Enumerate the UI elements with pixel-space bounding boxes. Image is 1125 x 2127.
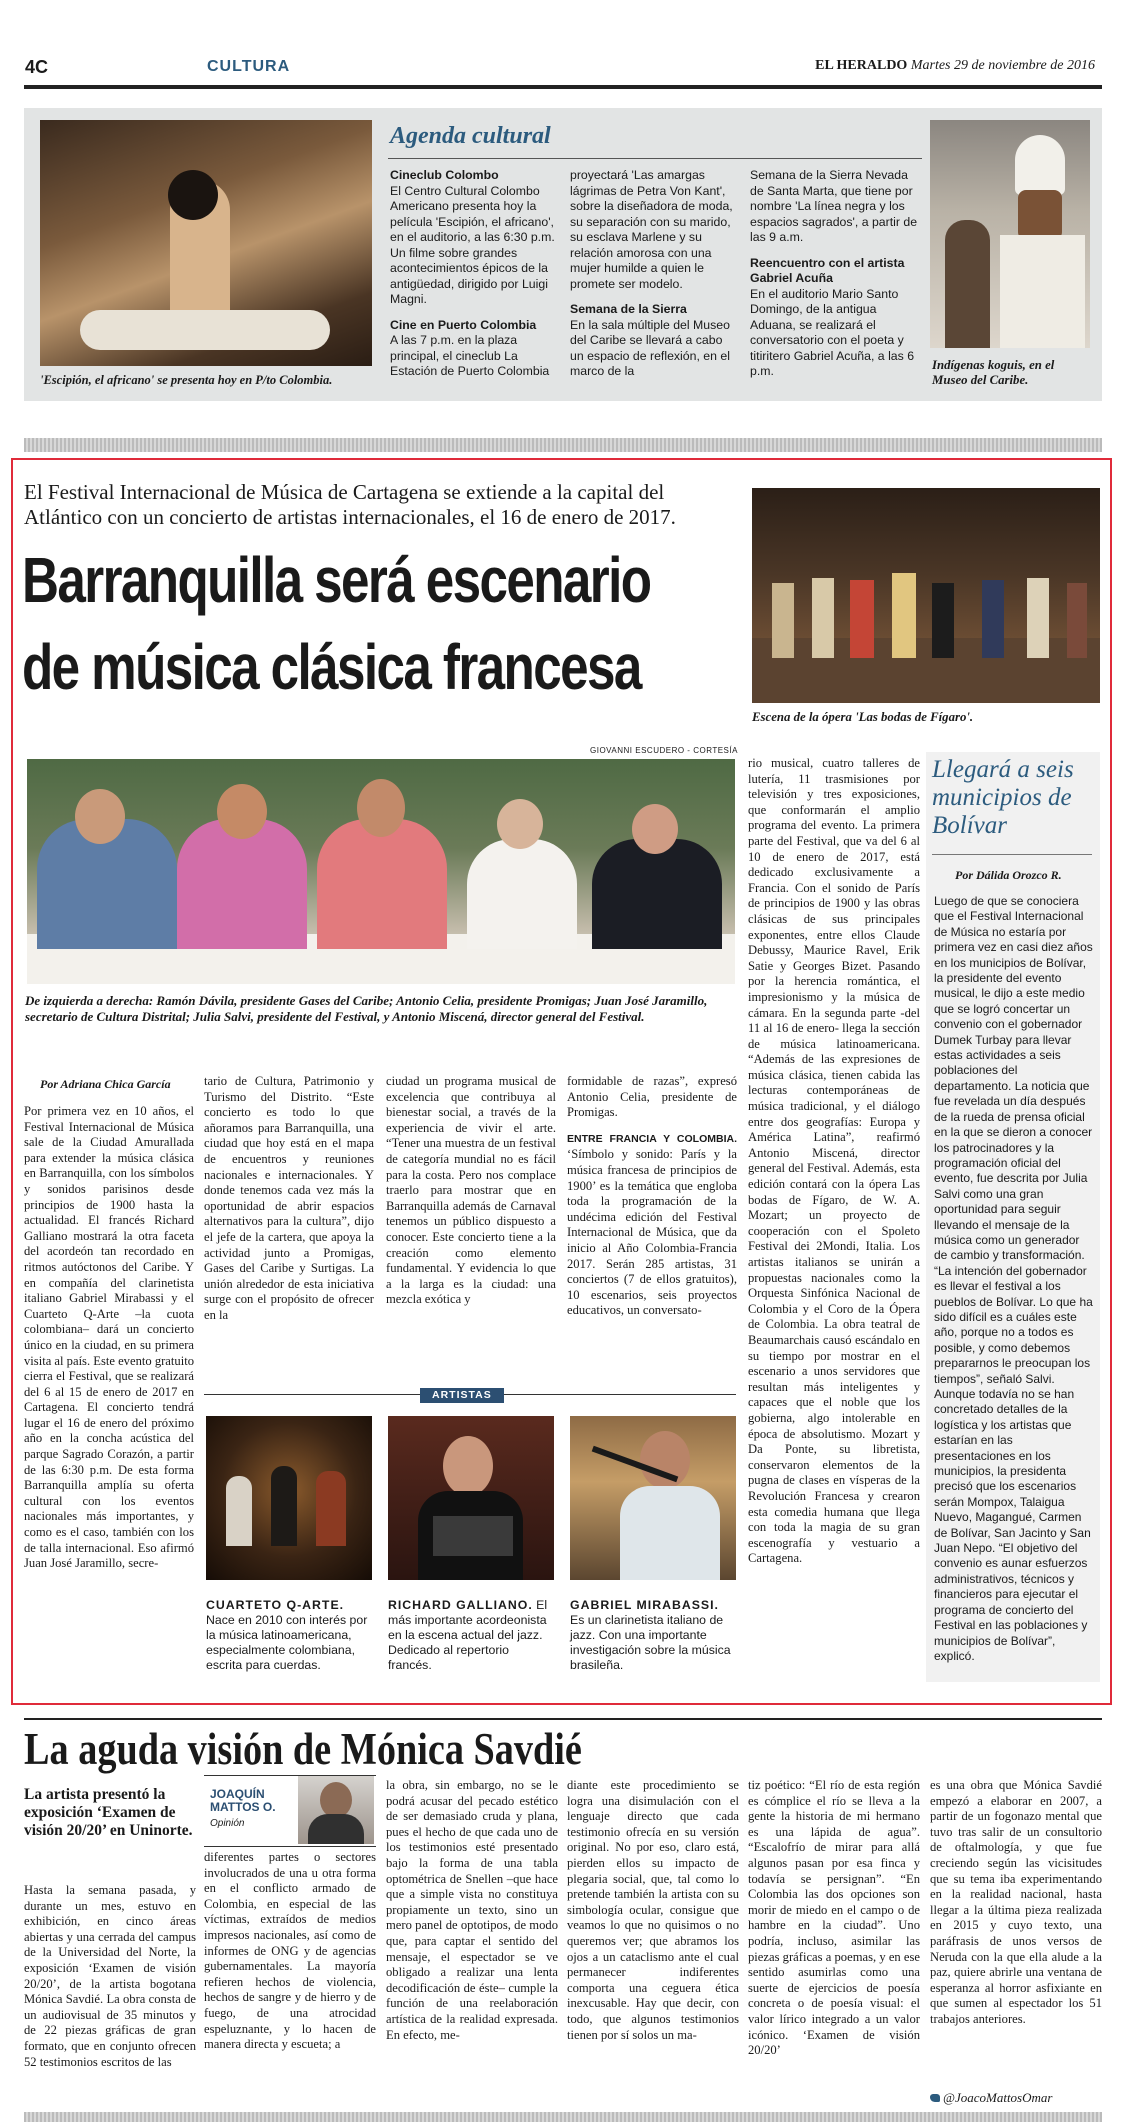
- agenda-col-1: [390, 168, 560, 380]
- body-text: Por primera vez en 10 años, el Festival Internacional de Música sale de la Ciudad Amurallada para extender la música clásica en Barranquilla, con los símbolos y sonidos parisinos desde principios de 1900 hasta la actualidad. El francés Richard Galliano mostrará la otra faceta del acordeón tan recordado en ritmos autóctonos del Caribe. Y en compañía del clarinetista italiano Gabriel Mirabassi y el Cuarteto Q-Arte –la cuota colombiana– dará un concierto único en la ciudad, en su primera visita al país. Este evento gratuito cierra el Festival, que se realizará del 6 al 15 de enero de 2017 en Cartagena. El concierto tendrá lugar el 16 de enero del próximo año en la concha acústica del parque Sagrado Corazón, a partir de las 6:30 p.m. De esta forma Barranquilla amplía su oferta cultural con los eventos nacionales más importantes, y como es el caso, también con los de talla internacional. Eso afirmó Juan José Jaramillo, secre-: [24, 1104, 194, 1571]
- twitter-icon: [930, 2094, 940, 2102]
- monica-top-rule: [24, 1718, 1102, 1720]
- body-text: diferentes partes o sectores involucrados de una u otra forma en el conflicto armado de Colombia, en especial de las víctimas, extraídos de medios impresos nacionales, así como de informes de ONG y de agencias gubernamentales. La mayoría refieren hechos de violencia, hechos de sangre y de hierro y de fuego, de una atrocidad espeluznante, y lo hacen de manera directa y escueta; a: [204, 1850, 376, 2052]
- artist-blurb-mirabassi: [570, 1598, 736, 1673]
- columnist-box: [204, 1775, 376, 1847]
- agenda-heading: Semana de la Sierra: [570, 302, 687, 316]
- agenda-heading: Cine en Puerto Colombia: [390, 317, 537, 332]
- artist-photo-galliano: [388, 1416, 554, 1580]
- feature-column-4: [567, 1074, 737, 1318]
- feature-headline-line-2: de música clásica francesa: [22, 631, 641, 703]
- monica-column-3: [386, 1778, 558, 2108]
- section-name: CULTURA: [207, 58, 291, 75]
- body-text: ciudad un programa musical de excelencia que contribuya al bienestar social, a través de la experiencia de vivir el arte. “Tener una muestra de un festival de categoría mundial no es fácil para la costa. Pero nos complace traerlo para mostrar que en Barranquilla además de Carnaval tenemos un público dispuesto a conocer. Este concierto tiene a la creación como elemento fundamental. Y evidencia lo que a la larga es la ciudad: una mezcla exótica y: [386, 1074, 556, 1307]
- agenda-title-rule: [388, 158, 922, 159]
- agenda-text: A las 7 p.m. en la plaza principal, el cineclub La Estación de Puerto Colombia: [390, 333, 550, 378]
- artist-text: El más importante acordeonista en la escena actual del jazz. Dedicado al repertorio francés.: [388, 1598, 548, 1672]
- feature-headline-line-1: Barranquilla será escenario: [22, 544, 651, 616]
- body-text: la obra, sin embargo, no se le podrá acusar del pecado estético de ser demasiado cruda y plana, pues el hecho de que cada uno de los testimonios esté presentado bajo la forma de una tabla optométrica de Snellen –que hace que a simple vista no constituya propiamente un texto, sino un mero panel de optotipos, de modo que, para captar el sentido del mensaje, el espectador se ve obligado a realizar una lenta decodificación de éste– cumple la función de una reelaboración artística de la realidad expresada. En efecto, me-: [386, 1778, 558, 2042]
- agenda-text: En la sala múltiple del Museo del Caribe se llevará a cabo un espacio de reflexión, en el marco de la: [570, 317, 730, 378]
- artist-name: GABRIEL MIRABASSI.: [570, 1598, 719, 1612]
- columnist-portrait: [298, 1776, 374, 1844]
- separator-band: [24, 438, 1102, 452]
- body-text: ‘Símbolo y sonido: París y la música francesa de principios de 1900’ es la temática que engloba toda la programación de la undécima edición del Festival Internacional de Música, que da inicio al Año Colombia-Francia 2017. Serán 285 artistas, 31 conciertos (7 de ellos gratuitos), 10 escenarios, seis proyectos educativos, un conversato-: [567, 1147, 737, 1318]
- monica-column-2: [204, 1850, 376, 2108]
- columnist-role: Opinión: [210, 1818, 245, 1829]
- artist-blurb-quartet: [206, 1598, 372, 1673]
- twitter-handle: [930, 2090, 1052, 2106]
- monica-column-6: [930, 1778, 1102, 2083]
- escipion-photo: [40, 120, 372, 366]
- kogui-caption: Indígenas koguis, en el Museo del Caribe.: [932, 358, 1055, 387]
- monica-column-1: [24, 1883, 196, 2108]
- agenda-col-3: [750, 168, 918, 380]
- sidebar-text: Luego de que se conociera que el Festival Internacional de Música no estaría por primera vez en casi diez años en los municipios de Bolívar, la presidente del evento musical, le dijo a este medio que se logró concertar un convenio con el gobernador Dumek Turbay para llevar estas actividades a seis poblaciones del departamento. La noticia que fue revelada un día después de la rueda de prensa oficial en la que se dieron a conocer los patrocinadores y la programación oficial del evento, fue descrita por Julia Salvi como una gran oportunidad para seguir llevando el mensaje de la música como un generador de cambio y transformación. “La intención del gobernador es llevar el festival a los pueblos de Bolívar. Lo que ha sido difícil es a cuáles este año, porque no a todos es posible, y como debemos prepararnos le preocupan los tiempos”, señaló Salvi. Aunque todavía no se han concretado detalles de la logística y los artistas que estarían en las presentaciones en los municipios, la presidenta precisó que los escenarios serán Mompox, Talaigua Nuevo, Magangué, Carmen de Bolívar, San Jacinto y San Juan Nepo. “El objetivo del convenio es aunar esfuerzos administrativos, técnicos y financieros para ejecutar el programa de concierto del Festival en las poblaciones y municipios de Bolívar”, explicó.: [934, 894, 1093, 1663]
- monica-dek: La artista presentó la exposición ‘Examen de visión 20/20’ en Uninorte.: [24, 1786, 193, 1839]
- escipion-caption: 'Escipión, el africano' se presenta hoy en P/to Colombia.: [40, 373, 333, 387]
- feature-column-5: [748, 756, 920, 1680]
- monica-headline: La aguda visión de Mónica Savdié: [24, 1724, 582, 1774]
- page-number: 4C: [25, 57, 49, 77]
- artist-photo-quartet: [206, 1416, 372, 1580]
- body-text: rio musical, cuatro talleres de lutería, 11 trasmisiones por televisión y tres exposiciones, que conformarán el amplio programa del evento. La primera parte del Festival, que va del 6 al 10 de enero de 2017, está dedicado exclusivamente a Francia. Con el sonido de París de principios de 1900 y las obras clásicas de sus principales exponentes, entre ellos Claude Debussy, Maurice Ravel, Erik Satie y Georges Bizet. Pasando por la herencia romántica, el impresionismo y la música de cámara. En la segunda parte -del 11 al 16 de enero- llega la sección de música latinoamericana. “Además de las expresiones de música clásica, tienen cabida las lecturas contemporáneas de música tradicional, y el diálogo entre dos geografías: Europa y América Latina”, reafirmó Antonio Miscená, director general del Festival. Además, esta edición contará con la ópera Las bodas de Fígaro, de W. A. Mozart; un proyecto de cooperación con el Spoleto Festival dei 2Mondi, Italia. Los artistas italianos se unirán a propuestas nacionales como la Orquesta Sinfónica Nacional de Colombia y el Coro de la Ópera de Colombia. La obra teatral de Beaumarchais causó escándalo en su tiempo por mostrar en el escenario a unos servidores que resultan más inteligentes y capaces que el noble que los gobierna, algo intolerable en época de absolutismo. Mozart y Da Ponte, su libretista, conservaron elementos de la pugna de clases en vísperas de la Revolución Francesa y crearon esta comedia humana que llega con toda la magia de su gran escenografía y vestuario a Cartagena.: [748, 756, 920, 1566]
- body-text: [567, 1131, 737, 1319]
- agenda-heading: Reencuentro con el artista Gabriel Acuña: [750, 255, 905, 285]
- agenda-text: proyectará 'Las amargas lágrimas de Petra Von Kant', sobre la diseñadora de moda, su separación con su marido, su esclava Marlene y su relación amorosa con una mujer humilde a quien le promete ser modelo.: [570, 168, 733, 291]
- agenda-text: En el auditorio Mario Santo Domingo, de la antigua Aduana, se realizará el conversatorio con el poeta y titiritero Gabriel Acuña, a las 6 p.m.: [750, 286, 915, 378]
- body-text: formidable de razas”, expresó Antonio Celia, presidente de Promigas.: [567, 1074, 737, 1120]
- opera-photo: [752, 488, 1100, 703]
- subhead: ENTRE FRANCIA Y COLOMBIA.: [567, 1132, 737, 1145]
- artist-text: Nace en 2010 con interés por la música latinoamericana, especialmente colombiana, escrita para cuerdas.: [206, 1613, 368, 1672]
- press-conference-caption: De izquierda a derecha: Ramón Dávila, presidente Gases del Caribe; Antonio Celia, presidente Promigas; Juan José Jaramillo, secretario de Cultura Distrital; Julia Salvi, presidente del Festival, y Antonio Miscená, director general del Festival.: [25, 993, 708, 1024]
- body-text: tario de Cultura, Patrimonio y Turismo del Distrito. “Este concierto es todo lo que añoramos para Barranquilla, una ciudad que hoy está en el mapa de encuentros y reuniones nacionales e internacionales. Y donde tenemos cada vez más la oportunidad de abrir espacios alternativos para la cultura”, dijo el jefe de la cartera, que apoya la actividad junto a Promigas, Gases del Caribe y Surtigas. La unión alrededor de esta iniciativa surge con el propósito de ofrecer en la: [204, 1074, 374, 1322]
- body-text: Hasta la semana pasada, y durante un mes, estuvo en exhibición, en cinco áreas abiertas y una cerrada del campus de la Universidad del Norte, la exposición ‘Examen de visión 20/20’, de la artista bogotana Mónica Savdié. La obra consta de un audiovisual de 35 minutos y de 22 piezas gráficas de gran formato, que en conjunto ofrecen 52 testimonios escritos de las: [24, 1883, 196, 2069]
- columnist-name: JOAQUÍN MATTOS O.: [210, 1787, 276, 1814]
- sidebar-rule: [932, 854, 1092, 855]
- sidebar-title: Llegará a seis municipios de Bolívar: [932, 756, 1074, 839]
- feature-column-2: [204, 1074, 374, 1322]
- agenda-text: Semana de la Sierra Nevada de Santa Marta, que tiene por nombre 'La línea negra y los espacios sagrados', a partir de las 9 a.m.: [750, 168, 918, 244]
- agenda-col-2: [570, 168, 738, 380]
- artist-name: CUARTETO Q-ARTE.: [206, 1598, 345, 1612]
- kogui-photo: [930, 120, 1090, 348]
- sidebar-byline: Por Dálida Orozco R.: [955, 868, 1062, 882]
- twitter-text: @JoacoMattosOmar: [943, 2090, 1053, 2105]
- opera-caption: Escena de la ópera 'Las bodas de Fígaro'.: [752, 710, 974, 724]
- monica-column-4: [567, 1778, 739, 2108]
- photo-credit: GIOVANNI ESCUDERO - CORTESÍA: [590, 746, 738, 755]
- agenda-title: Agenda cultural: [390, 123, 551, 149]
- artist-photo-mirabassi: [570, 1416, 736, 1580]
- body-text: diante este procedimiento se logra una disimulación con el lenguaje directo que cada testimonio ofrecía en su versión original. No por eso, claro está, pierden ellos su impacto de plegaria social, que, tal como lo pretende también la artista con su simbología ocular, consigue que veamos lo que no quisimos o no queremos ver; que abramos los ojos a un cataclismo ante el cual permanecer indiferentes comporta una ceguera ética inexcusable. Hay que decir, con todo, que algunos testimonios tienen por sí solos un ma-: [567, 1778, 739, 2042]
- artists-label: ARTISTAS: [420, 1388, 504, 1403]
- body-text: tiz poético: “El río de esta región es cómplice el río se lleva a la gente la historia de mi hermano es una lápida de agua”. “Escalofrío de mirar para allá algunos pasan por esa finca y todavía se persignan”. “En Colombia las dos opciones son morir de miedo en el campo o de hambre en la ciudad”. Uno podría, incluso, asimilar las piezas gráficas a poemas, y en ese sentido asumirlas como una suerte de ejercicios de poesía concreta o de poesía visual: el valor lírico integrado a un valor icónico. ‘Examen de visión 20/20’: [748, 1778, 920, 2058]
- feature-column-1: [24, 1104, 194, 1674]
- newspaper-name: EL HERALDO: [815, 58, 908, 73]
- agenda-heading: Cineclub Colombo: [390, 168, 499, 182]
- feature-column-3: [386, 1074, 556, 1307]
- feature-byline: Por Adriana Chica García: [40, 1077, 171, 1091]
- monica-column-5: [748, 1778, 920, 2108]
- press-conference-photo: [27, 759, 735, 984]
- agenda-text: El Centro Cultural Colombo Americano presenta hoy la película 'Escipión, el africano', en el auditorio, a las 6:30 p.m. Un filme sobre grandes acontecimientos épicos de la antigüedad, dirigido por Luigi Magni.: [390, 183, 555, 306]
- feature-kicker: El Festival Internacional de Música de Cartagena se extiende a la capital del Atlántico con un concierto de artistas internacionales, el 16 de enero de 2017.: [24, 480, 676, 529]
- artist-blurb-galliano: [388, 1598, 554, 1673]
- artist-text: Es un clarinetista italiano de jazz. Con una importante investigación sobre la música brasileña.: [570, 1613, 731, 1672]
- artist-name: RICHARD GALLIANO.: [388, 1598, 533, 1612]
- masthead: [815, 58, 1095, 74]
- header-rule: [24, 85, 1102, 89]
- issue-date: Martes 29 de noviembre de 2016: [910, 58, 1095, 73]
- body-text: es una obra que Mónica Savdié empezó a elaborar en 2007, a partir de un fogonazo mental que tuvo tras salir de un consultorio de oftalmología, y que fue creciendo según las vicisitudes que su tema iba experimentando en la realidad nacional, hasta llegar a la última pieza realizada en 2015 y cuyo texto, una paráfrasis de unos versos de Neruda con la que ella alude a la paz, quiere abrirle una ventana de esperanza al horror asfixiante en que sumen al espectador los 51 trabajos anteriores.: [930, 1778, 1102, 2026]
- bottom-color-band: [24, 2112, 1102, 2122]
